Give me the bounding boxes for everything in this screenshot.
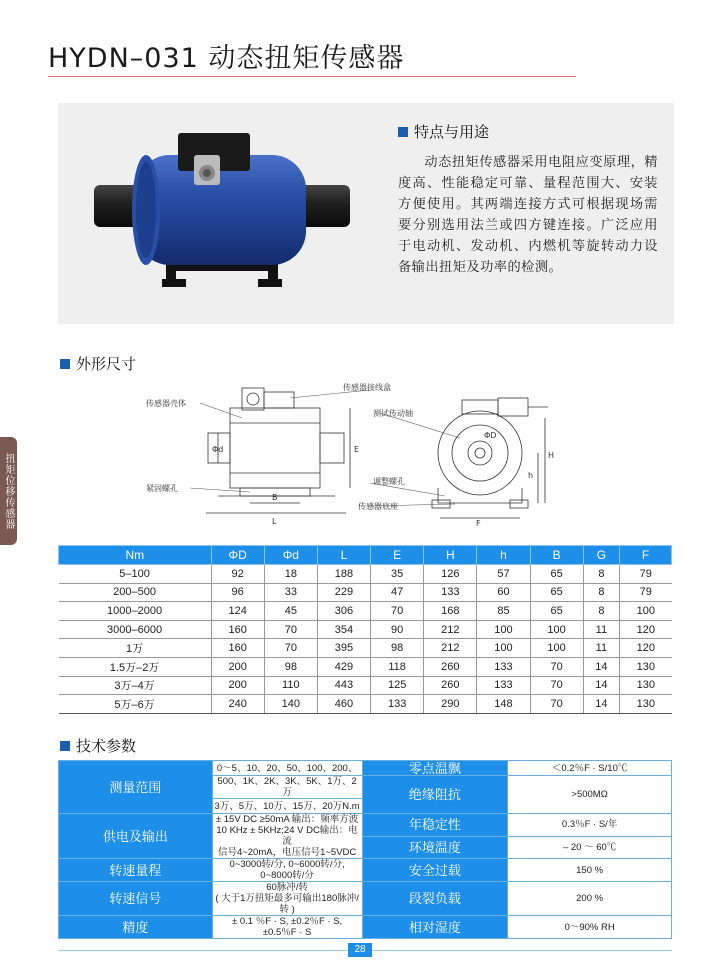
table-cell: 200–500 [59,583,212,602]
table-cell: 5万–6万 [59,695,212,714]
table-row [59,882,672,916]
table-cell: 18 [264,565,317,584]
table-cell: 8 [583,565,619,584]
speed-signal-value: 60脉冲/转 ( 大于1万扭矩最多可输出180脉冲/转 ) [212,882,362,916]
features-heading: 特点与用途 [398,121,658,142]
col-header: B [530,546,583,565]
table-cell: 35 [371,565,424,584]
overload-value: 150 % [508,859,672,882]
table-cell: 5–100 [59,565,212,584]
col-header: L [317,546,370,565]
humidity-label: 相对湿度 [362,916,508,939]
table-cell: 160 [211,620,264,639]
dim-L: L [272,517,277,526]
table-cell: 96 [211,583,264,602]
table-cell: 100 [530,639,583,658]
dimension-drawing [100,378,680,528]
features-description: 动态扭矩传感器采用电阻应变原理，精度高、性能稳定可靠、量程范围大、安装方便使用。其两端连接方式可根据现场需要分别选用法兰或四方键连接。广泛应用于电动机、发动机、内燃机等旋转动力设备输出扭矩及功率的检测。 [398,155,658,275]
break-value: 200 % [508,882,672,916]
speed-signal-label: 转速信号 [59,882,213,916]
table-row [59,583,672,602]
table-cell: 212 [424,620,477,639]
table-cell: 57 [477,565,530,584]
speed-range-label: 转速量程 [59,859,213,882]
tech-heading: 技术参数 [60,735,136,756]
table-cell: 92 [211,565,264,584]
table-cell: 126 [424,565,477,584]
table-cell: 100 [530,620,583,639]
table-row [59,761,672,776]
table-cell: 395 [317,639,370,658]
table-cell: 3000–6000 [59,620,212,639]
col-header: G [583,546,619,565]
col-header: F [620,546,672,565]
table-cell: 260 [424,676,477,695]
zero-temp-label: 零点温飘 [362,761,508,776]
speed-range-value: 0~3000转/分, 0~6000转/分, 0~8000转/分 [212,859,362,882]
table-cell: 290 [424,695,477,714]
accuracy-label: 精度 [59,916,213,939]
table-cell: 148 [477,695,530,714]
table-cell: 240 [211,695,264,714]
table-cell: 120 [620,639,672,658]
table-cell: 98 [264,657,317,676]
table-row [59,565,672,584]
features-block [398,121,658,278]
table-cell: 460 [317,695,370,714]
table-cell: 120 [620,620,672,639]
table-cell: 354 [317,620,370,639]
table-cell: 100 [477,620,530,639]
table-cell: 125 [371,676,424,695]
table-row [59,695,672,714]
table-cell: 168 [424,602,477,621]
table-cell: 1000–2000 [59,602,212,621]
table-row [59,676,672,695]
zero-temp-value: ＜0.2％F · S/10℃ [508,761,672,776]
table-cell: 130 [620,695,672,714]
table-cell: 45 [264,602,317,621]
section-bullet-icon [398,127,408,137]
table-cell: 133 [371,695,424,714]
table-cell: 130 [620,657,672,676]
table-cell: 443 [317,676,370,695]
table-cell: 47 [371,583,424,602]
label-base: 传感器底座 [358,502,398,511]
stability-value: 0.3％F · S/年 [508,814,672,837]
power-value: ± 15V DC ≥50mA 输出：频率方波 10 KHz ± 5KHz;24 V DC输出：电流 信号4~20mA，电压信号1~5VDC [212,814,362,859]
table-row [59,602,672,621]
power-label: 供电及输出 [59,814,213,859]
col-header: ΦD [211,546,264,565]
hero-panel [58,103,674,324]
table-cell: 14 [583,657,619,676]
dim-h: h [528,471,534,480]
table-cell: 1.5万–2万 [59,657,212,676]
table-cell: 306 [317,602,370,621]
table-cell: 124 [211,602,264,621]
env-temp-label: 环境温度 [362,836,508,859]
table-cell: 8 [583,602,619,621]
table-cell: 14 [583,695,619,714]
table-cell: 11 [583,620,619,639]
insulation-label: 绝缘阻抗 [362,776,508,814]
dimensions-table [58,545,672,714]
table-cell: 133 [477,676,530,695]
table-cell: 79 [620,583,672,602]
col-header: E [371,546,424,565]
category-side-tab: 扭矩位移传感器 [0,437,17,545]
table-cell: 140 [264,695,317,714]
col-header: H [424,546,477,565]
table-row [59,859,672,882]
table-row [59,639,672,658]
table-cell: 118 [371,657,424,676]
table-cell: 11 [583,639,619,658]
table-cell: 3万–4万 [59,676,212,695]
accuracy-value: ± 0.1 ％F · S, ±0.2％F · S, ±0.5％F · S [212,916,362,939]
table-cell: 1万 [59,639,212,658]
range-value: 0～5、10、20、50、100、200、 [212,761,362,776]
label-adjust-bolt: 调整螺孔 [373,477,405,486]
dim-F: F [476,519,481,528]
table-cell: 200 [211,676,264,695]
col-header: h [477,546,530,565]
humidity-value: 0～90% RH [508,916,672,939]
table-cell: 160 [211,639,264,658]
table-row [59,657,672,676]
table-cell: 70 [264,639,317,658]
label-shaft: 测试传动轴 [373,409,413,418]
table-cell: 212 [424,639,477,658]
range-value: 500、1K、2K、3K、5K、1万、2万 [212,776,362,799]
break-label: 段裂负载 [362,882,508,916]
table-cell: 85 [477,602,530,621]
table-header-row [59,546,672,565]
table-cell: 79 [620,565,672,584]
dim-D: ΦD [484,431,497,440]
table-cell: 200 [211,657,264,676]
label-connector: 传感器接线盒 [343,383,391,392]
table-cell: 70 [264,620,317,639]
table-cell: 110 [264,676,317,695]
col-header: Nm [59,546,212,565]
table-cell: 90 [371,620,424,639]
table-cell: 133 [477,657,530,676]
label-housing: 传感器壳体 [146,399,186,408]
page-number: 28 [348,943,372,957]
dim-d: Φd [212,445,224,454]
table-cell: 98 [371,639,424,658]
table-cell: 8 [583,583,619,602]
table-row [59,916,672,939]
env-temp-value: – 20 ～ 60℃ [508,836,672,859]
table-cell: 429 [317,657,370,676]
section-bullet-icon [60,741,70,751]
table-cell: 65 [530,583,583,602]
table-cell: 70 [530,695,583,714]
table-cell: 188 [317,565,370,584]
sensor-photo [58,103,386,324]
table-cell: 70 [530,676,583,695]
table-cell: 65 [530,602,583,621]
stability-label: 年稳定性 [362,814,508,837]
table-cell: 70 [371,602,424,621]
table-cell: 229 [317,583,370,602]
table-cell: 100 [620,602,672,621]
table-row [59,814,672,837]
table-cell: 260 [424,657,477,676]
dim-H: H [548,451,555,460]
overload-label: 安全过载 [362,859,508,882]
table-cell: 65 [530,565,583,584]
table-cell: 100 [477,639,530,658]
tech-spec-table [58,760,672,939]
title-divider [48,76,576,77]
table-cell: 70 [530,657,583,676]
table-cell: 133 [424,583,477,602]
insulation-value: >500MΩ [508,776,672,814]
page-title: HYDN–031 动态扭矩传感器 [48,43,405,74]
label-bolt: 紧固螺孔 [146,484,178,493]
dimensions-heading: 外形尺寸 [60,353,136,374]
table-row [59,620,672,639]
table-cell: 60 [477,583,530,602]
table-cell: 130 [620,676,672,695]
table-cell: 33 [264,583,317,602]
dim-E: E [354,445,360,454]
dim-B: B [272,493,278,502]
range-value: 3万、5万、10万、15万、20万N.m [212,799,362,814]
table-cell: 14 [583,676,619,695]
section-bullet-icon [60,359,70,369]
col-header: Φd [264,546,317,565]
range-label: 测量范围 [59,761,213,814]
